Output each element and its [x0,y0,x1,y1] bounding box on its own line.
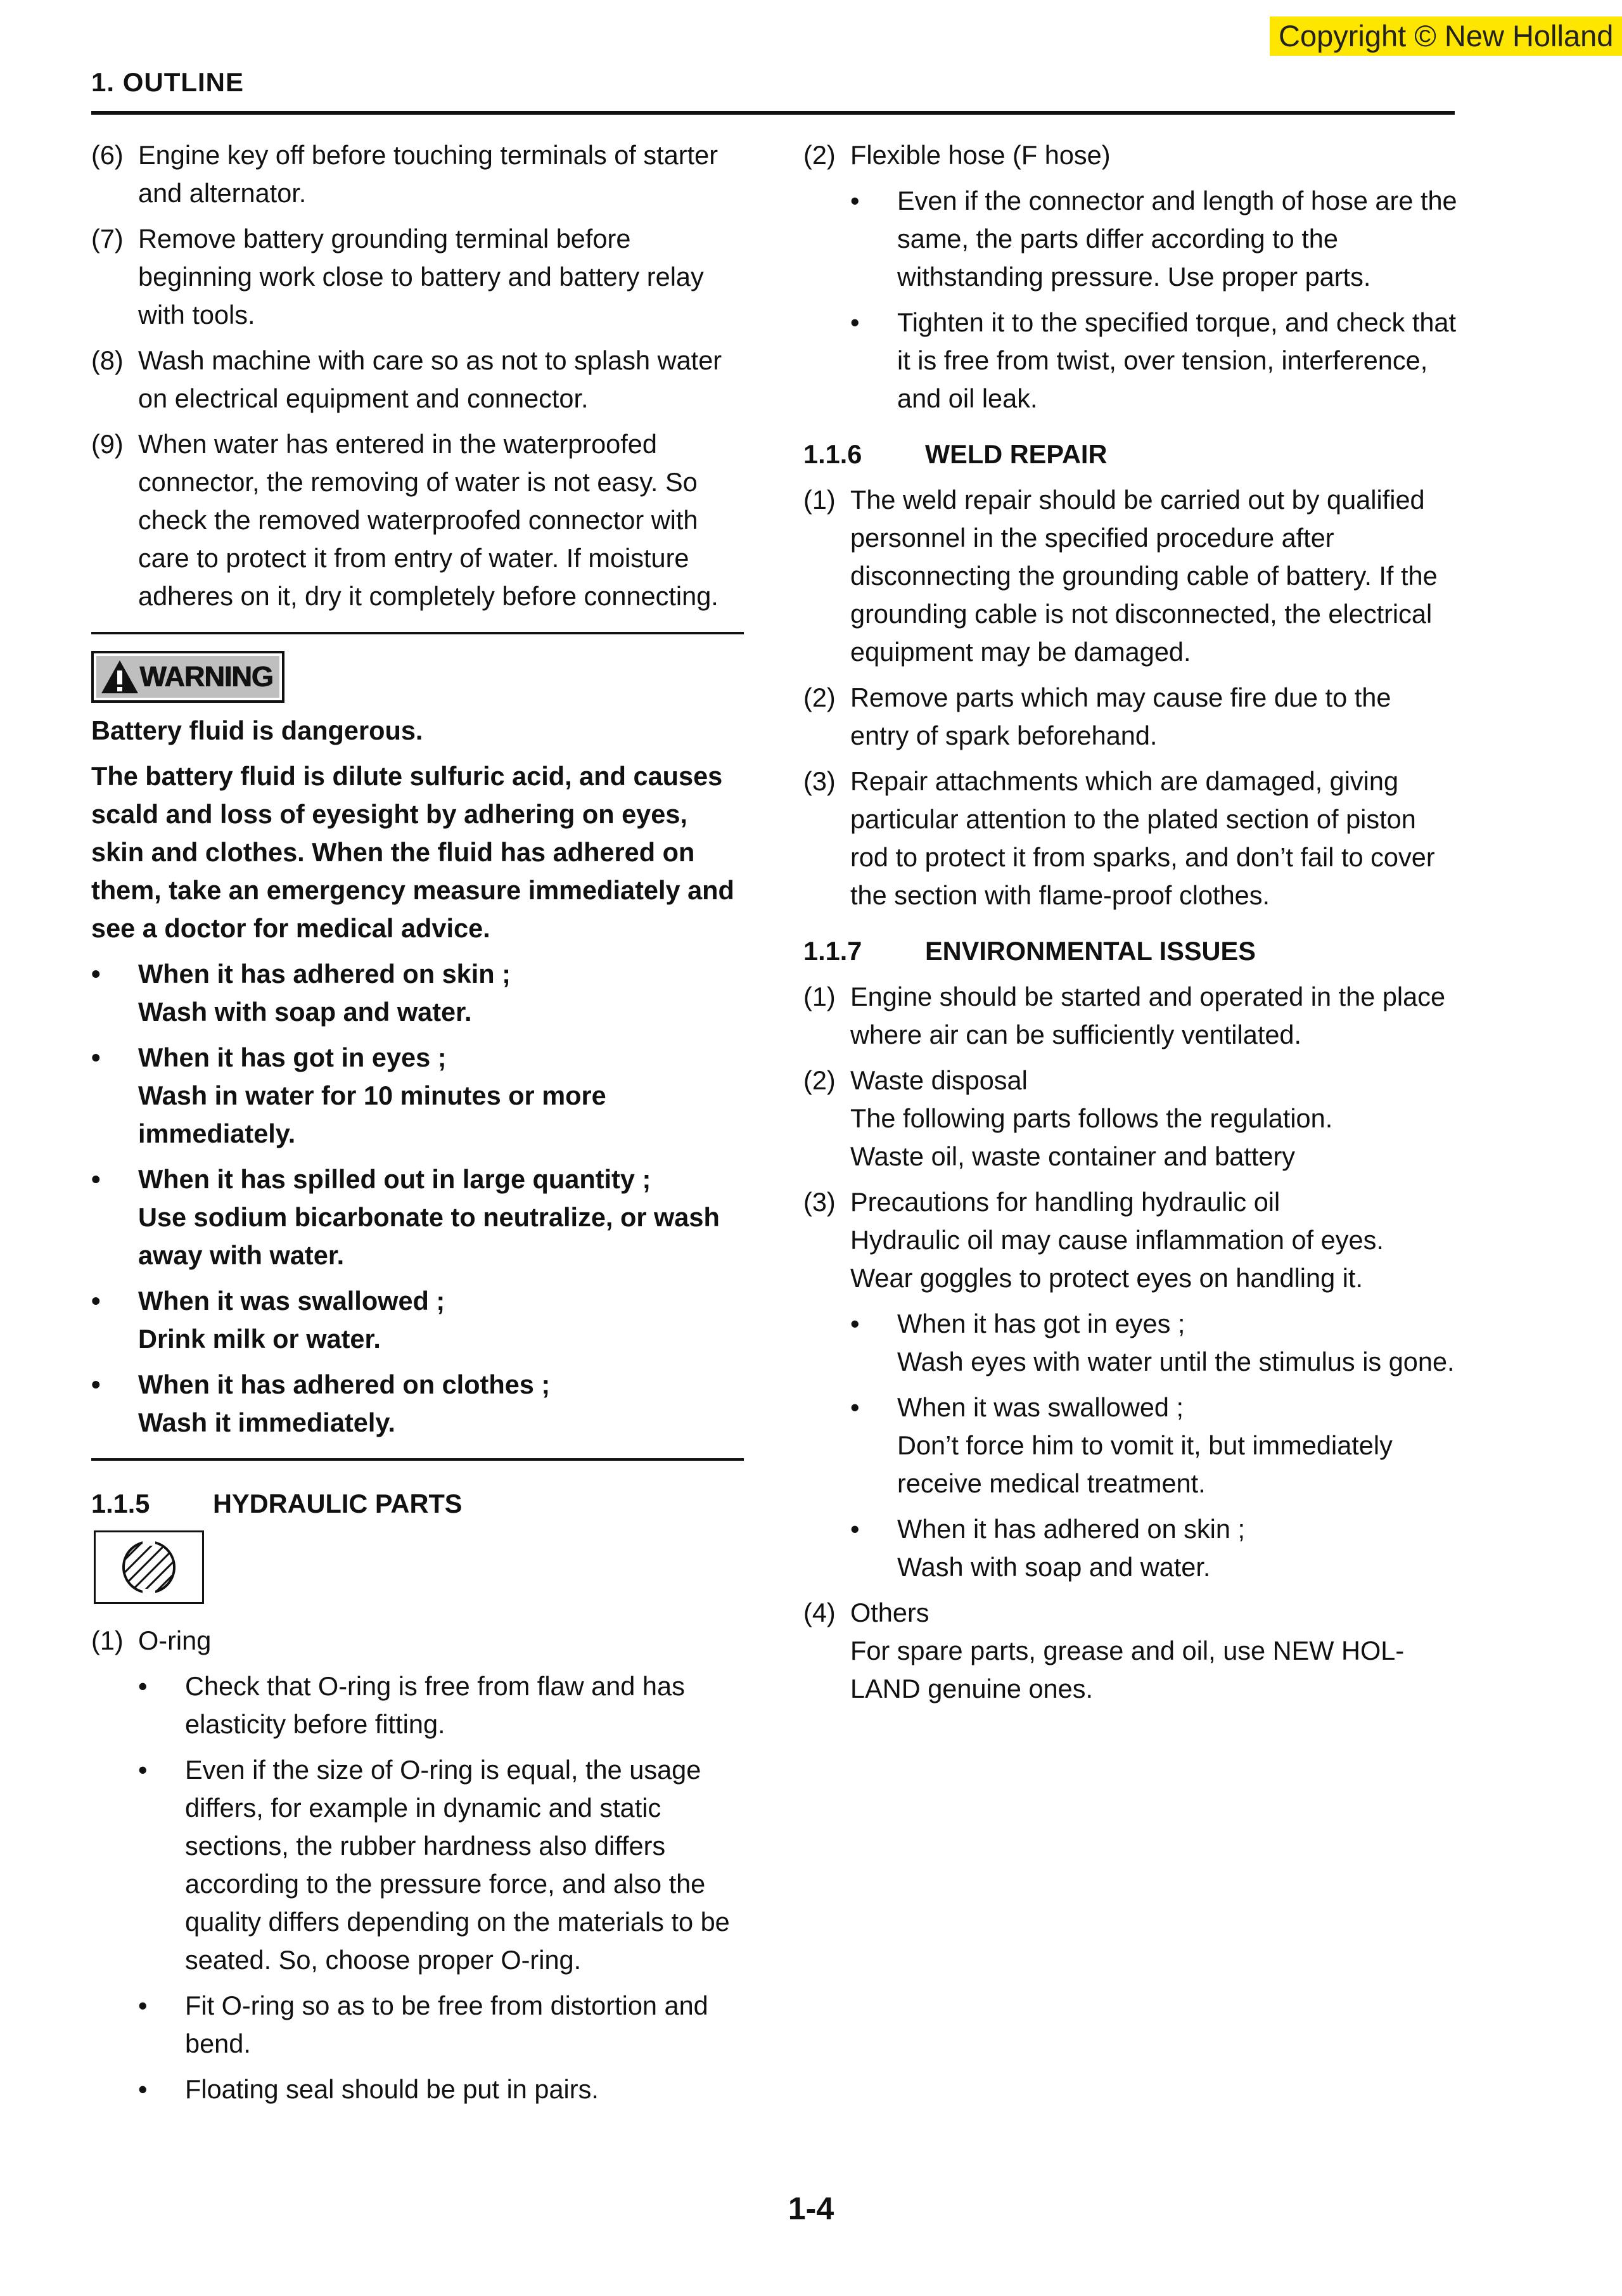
text-line: and oil leak. [897,383,1038,413]
bullet-item [850,182,1462,296]
item-number: (3) [803,766,836,796]
flex-hose-item [803,136,1462,174]
item-number: (2) [803,140,836,170]
warning-triangle-icon [100,659,139,695]
item-number: (9) [91,429,124,459]
text-line: withstanding pressure. Use proper parts. [897,262,1371,292]
text-line: entry of spark beforehand. [850,721,1158,750]
text-line: Engine should be started and operated in the place [850,982,1446,1011]
text-line: • When it has got in eyes ; [897,1309,1185,1338]
text-line: • When it was swallowed ; [897,1392,1184,1422]
weld-repair-list [803,481,1462,914]
numbered-item [803,978,1462,1054]
text-line: the section with flame-proof clothes. [850,880,1270,910]
numbered-item [803,679,1462,755]
bullet-item [850,1305,1462,1381]
bullet-item [138,1987,744,2063]
page-header-title: 1. OUTLINE [91,67,245,97]
environmental-list [803,978,1462,1708]
section-title: ENVIRONMENTAL ISSUES [925,936,1256,966]
text-line: scald and loss of eyesight by adhering on eyes, [91,799,687,829]
text-line: rod to protect it from sparks, and don’t fail to cover [850,842,1435,872]
bullet-item [138,2070,744,2108]
text-line: them, take an emergency measure immediately and [91,875,734,905]
text-line: skin and clothes. When the fluid has adhered on [91,837,695,867]
text-line: • When it has adhered on clothes ; [138,1369,551,1399]
bullet-item [91,1282,744,1358]
bullet-item [91,1366,744,1442]
text-line: • Tighten it to the specified torque, and check that [897,307,1457,337]
text-line: For spare parts, grease and oil, use NEW HOL- [850,1636,1405,1665]
item-number: (2) [803,683,836,712]
bullet-item [91,955,744,1031]
text-line: according to the pressure force, and also the [185,1869,706,1899]
text-line: Engine key off before touching terminals of starter [138,140,718,170]
page-number: 1-4 [788,2191,834,2226]
text-line: Wash with soap and water. [897,1552,1211,1582]
item-number: (3) [803,1187,836,1217]
numbered-item [803,1183,1462,1297]
text-line: adheres on it, dry it completely before connecting. [138,581,718,611]
text-line: Repair attachments which are damaged, giving [850,766,1399,796]
text-line: Don’t force him to vomit it, but immediately [897,1430,1393,1460]
text-line: Waste oil, waste container and battery [850,1141,1296,1171]
precaution-list [91,136,744,615]
text-line: • When it has spilled out in large quantity ; [138,1164,651,1194]
item-label: O-ring [138,1626,212,1655]
header-rule [91,111,1455,115]
bullet-item [850,304,1462,418]
text-line: Remove parts which may cause fire due to the [850,683,1391,712]
text-line: Remove battery grounding terminal before [138,224,631,253]
section-environmental-issues [803,932,1462,970]
text-line: elasticity before fitting. [185,1709,445,1739]
text-line: and alternator. [138,178,307,208]
text-line: Wash machine with care so as not to splash water [138,345,722,375]
text-line: connector, the removing of water is not easy. So [138,467,698,497]
text-line: receive medical treatment. [897,1468,1206,1498]
numbered-item [803,481,1462,671]
numbered-item [803,1061,1462,1176]
text-line: • Floating seal should be put in pairs. [185,2074,599,2104]
text-line: • When it was swallowed ; [138,1286,445,1316]
text-line: Wash eyes with water until the stimulus is gone. [897,1347,1455,1376]
warning-badge-label: WARNING [139,660,273,693]
text-line: The weld repair should be carried out by qualified [850,485,1425,515]
text-line: personnel in the specified procedure after [850,523,1334,553]
text-line: Hydraulic oil may cause inflammation of eyes. [850,1225,1384,1255]
section-title: HYDRAULIC PARTS [213,1489,463,1518]
text-line: seated. So, choose proper O-ring. [185,1945,582,1975]
warning-lead: Battery fluid is dangerous. [91,715,423,745]
text-line: same, the parts differ according to the [897,224,1338,253]
warning-bottom-rule [91,1458,744,1461]
warning-body [91,757,744,947]
numbered-item [91,425,744,615]
flex-hose-bullets [803,182,1462,418]
warning-top-rule [91,632,744,634]
text-line: equipment may be damaged. [850,637,1191,667]
text-line: beginning work close to battery and battery relay [138,262,704,292]
warning-bullets [91,955,744,1442]
text-line: LAND genuine ones. [850,1674,1093,1703]
text-line: with tools. [138,300,255,330]
item-number: (7) [91,224,124,253]
text-line: Precautions for handling hydraulic oil [850,1187,1280,1217]
text-line: Wash in water for 10 minutes or more [138,1081,606,1110]
bullet-item [91,1039,744,1153]
text-line: differs, for example in dynamic and static [185,1793,661,1823]
section-title: WELD REPAIR [925,439,1108,469]
item-number: (6) [91,140,124,170]
text-line: bend. [185,2029,251,2058]
text-line: disconnecting the grounding cable of battery. If the [850,561,1438,591]
text-line: on electrical equipment and connector. [138,383,589,413]
numbered-item [803,762,1462,914]
text-line: Wear goggles to protect eyes on handling it. [850,1263,1363,1293]
text-line: • Even if the connector and length of hose are the [897,186,1457,215]
numbered-item [803,1594,1462,1708]
text-line: Others [850,1598,929,1627]
copyright-notice: Copyright © New Holland [1270,16,1622,56]
text-line: particular attention to the plated section of piston [850,804,1416,834]
text-line: grounding cable is not disconnected, the electrical [850,599,1433,629]
text-line: see a doctor for medical advice. [91,913,490,943]
item-number: (8) [91,345,124,375]
item-number: (1) [91,1626,124,1655]
text-line: check the removed waterproofed connector with [138,505,698,535]
item-number: (4) [803,1598,836,1627]
text-line: Wash with soap and water. [138,997,472,1027]
section-number: 1.1.5 [91,1489,150,1518]
numbered-item [91,220,744,334]
text-line: • When it has adhered on skin ; [138,959,511,989]
right-column [803,136,1462,1716]
text-line: quality differs depending on the materials to be [185,1907,730,1937]
text-line: The battery fluid is dilute sulfuric acid, and causes [91,761,723,791]
text-line: • Fit O-ring so as to be free from distortion and [185,1991,708,2020]
oring-symbol-icon [94,1530,204,1604]
sub-bullets [803,1305,1462,1586]
section-weld-repair [803,435,1462,473]
section-number: 1.1.7 [803,936,862,966]
item-label: Flexible hose (F hose) [850,140,1111,170]
text-line: immediately. [138,1119,296,1148]
bullet-item [138,1751,744,1979]
numbered-item [91,136,744,212]
text-line: The following parts follows the regulation. [850,1103,1333,1133]
text-line: Waste disposal [850,1065,1028,1095]
text-line: • When it has got in eyes ; [138,1042,447,1072]
text-line: Drink milk or water. [138,1324,381,1354]
text-line: Use sodium bicarbonate to neutralize, or wash [138,1202,720,1232]
section-hydraulic-parts [91,1485,744,1523]
bullet-item [850,1389,1462,1503]
text-line: care to protect it from entry of water. If moisture [138,543,689,573]
oring-bullets [91,1667,744,2108]
warning-badge [91,651,284,703]
text-line: sections, the rubber hardness also differs [185,1831,666,1861]
text-line: Wash it immediately. [138,1408,395,1437]
text-line: • Even if the size of O-ring is equal, the usage [185,1755,701,1785]
section-number: 1.1.6 [803,439,862,469]
item-number: (2) [803,1065,836,1095]
oring-item [91,1622,744,1660]
text-line: where air can be sufficiently ventilated. [850,1020,1302,1049]
left-column [91,136,744,2116]
numbered-item [91,342,744,418]
text-line: When water has entered in the waterproofed [138,429,657,459]
text-line: • When it has adhered on skin ; [897,1514,1246,1544]
text-line: away with water. [138,1240,345,1270]
bullet-item [138,1667,744,1743]
text-line: • Check that O-ring is free from flaw and has [185,1671,685,1701]
bullet-item [850,1510,1462,1586]
text-line: it is free from twist, over tension, interference, [897,345,1428,375]
item-number: (1) [803,982,836,1011]
item-number: (1) [803,485,836,515]
bullet-item [91,1160,744,1274]
